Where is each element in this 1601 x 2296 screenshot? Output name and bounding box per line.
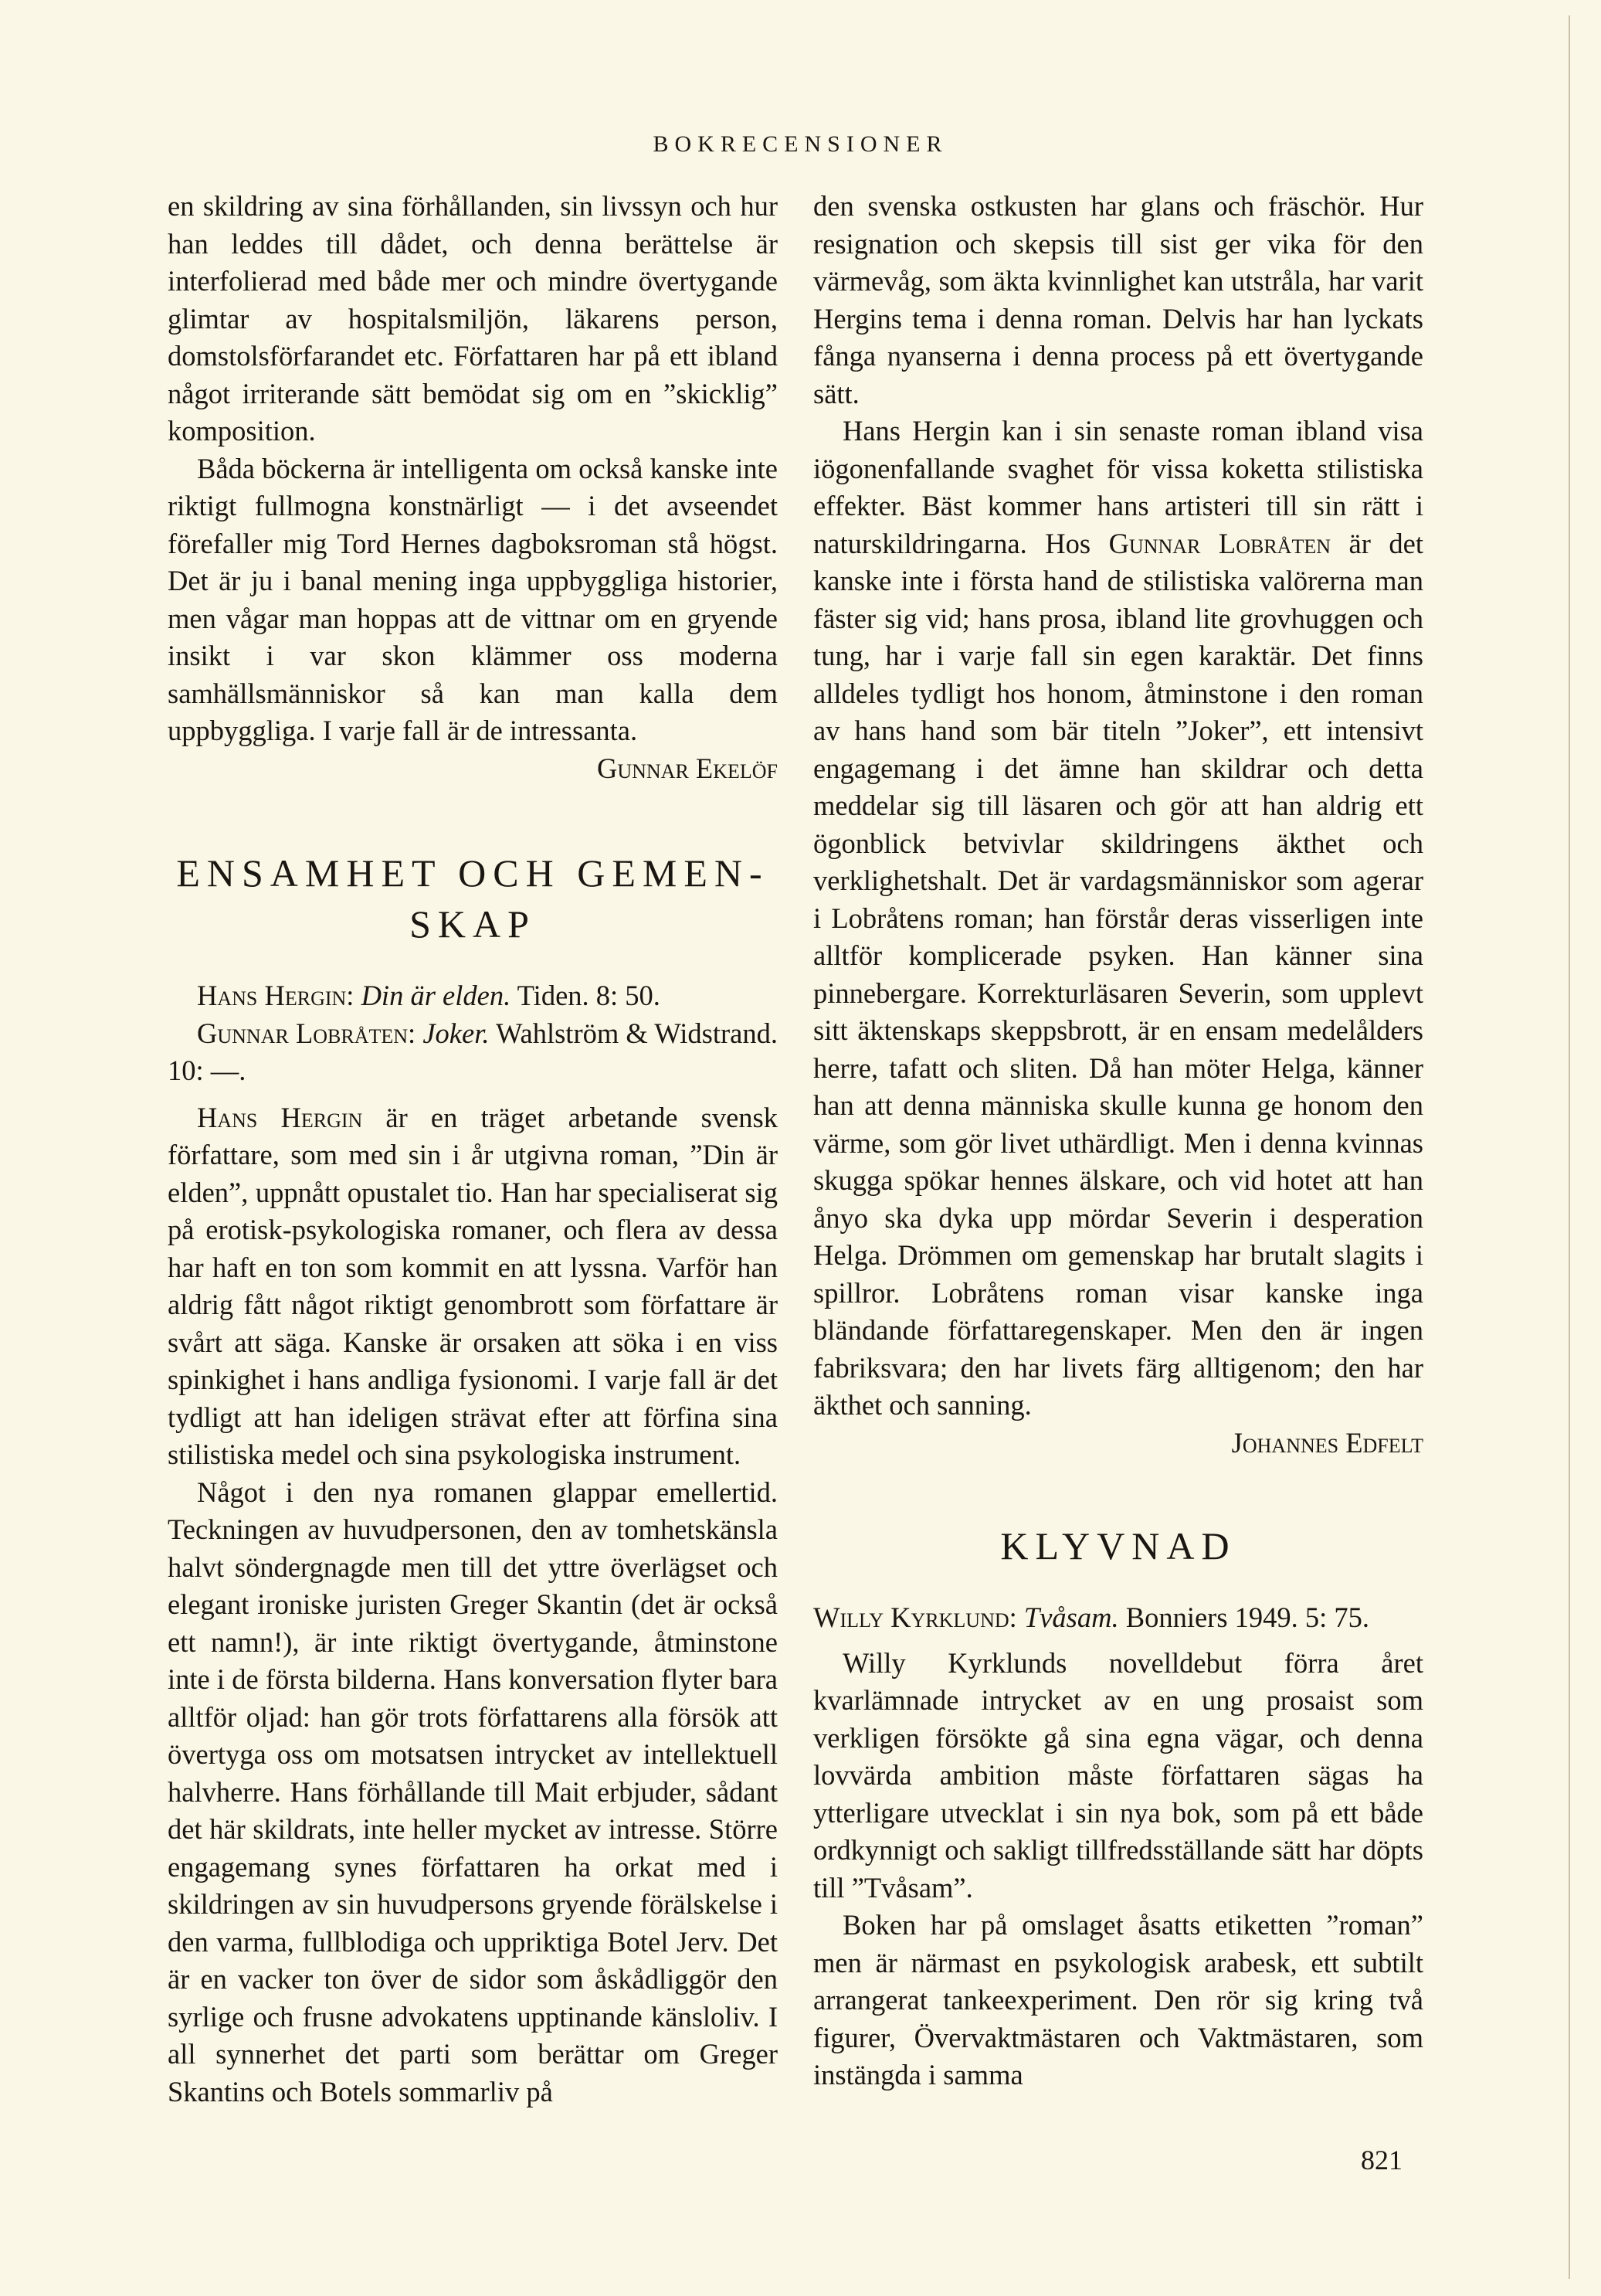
paragraph-text: Hans Hergin kan i sin senaste roman ibland visa iögonenfallande svaghet för vissa koketta stilistiska effekter. Bäst kommer hans artisteri till sin rätt i naturskildringarna. Hos [813,415,1423,559]
paragraph [813,413,1423,1425]
author-name: Hans Hergin [197,1101,363,1133]
running-head: BOKRECENSIONER [653,131,948,157]
review-signature: Johannes Edfelt [1231,1426,1423,1459]
paragraph-text: är en träget arbetande svensk författare, som med sin i år utgivna roman, ”Din är elden”, uppnått opustalet tio. Han har specialiserat sig på erotisk-psykologiska romaner, och flera av dessa har haft en ton som kommit en att lyssna. Varför han aldrig fått något riktigt genombrott som författare är svårt att säga. Kanske är orsaken att söka i en viss spinkighet i hans andliga fysionomi. I varje fall är det tydligt att han ideligen strävat efter att förfina sina stilistiska medel och sina psykologiska instrument. [168,1101,778,1470]
paragraph: Boken har på omslaget åsatts etiketten ”roman” men är närmast en psykologisk arabesk, ett subtilt arrangerat tankeexperiment. Den rör sig kring två figurer, Övervaktmästaren och Vaktmästaren, som instängda i samma [813,1909,1423,2091]
book-author: Gunnar Lobråten [197,1017,409,1049]
bibliographic-entry [813,1599,1423,1637]
book-title: Tvåsam. [1023,1601,1119,1633]
bibliographic-entry [168,1015,778,1090]
book-author: Hans Hergin [197,980,347,1011]
paragraph: Willy Kyrklunds novelldebut förra året kvarlämnade intrycket av en ung prosaist som verkligen försökte gå sina egna vägar, och denna lovvärda ambition måste författaren sägas ha ytterligare utvecklat i sin nya bok, som på ett både ordkynnigt och sakligt tillfredsställande sätt har döpts till ”Tvåsam”. [813,1646,1423,1904]
paragraph: Båda böckerna är intelligenta om också kanske inte riktigt fullmogna konstnärligt — i det avseendet förefaller mig Tord Hernes dagboksroman stå högst. Det är ju i banal mening inga uppbyggliga historier, men vågar man hoppas att de vittnar om en gryende insikt i var skon klämmer oss moderna samhällsmänniskor så kan man kalla dem uppbyggliga. I varje fall är de intressanta. [168,452,778,746]
page-number: 821 [1361,2145,1403,2175]
section-heading [168,847,778,949]
author-name: Gunnar Lobråten [1108,527,1331,559]
section-heading-line: SKAP [409,902,536,946]
paragraph [168,1099,778,1474]
section-heading-line: ENSAMHET OCH GEMEN- [176,851,769,895]
paragraph: den svenska ostkusten har glans och fräschör. Hur resignation och skepsis till sist ger vika för den värmevåg, som äkta kvinnlighet kan utstråla, har varit Hergins tema i denna roman. Delvis har han lyckats fånga nyanserna i denna process på ett övertygande sätt. [813,190,1423,409]
paragraph: en skildring av sina förhållanden, sin livssyn och hur han leddes till dådet, och denna berättelse är interfolierad med både mer och mindre övertygande glimtar av hospitalsmiljön, läkarens person, domstolsförfarandet etc. Författaren har på ett ibland något irriterande sätt bemödat sig om en ”skicklig” komposition. [168,190,778,447]
paragraph: Något i den nya romanen glappar emellertid. Teckningen av huvudpersonen, den av tomhetskänsla halvt söndergnagde men till det yttre överlägset och elegant ironiske juristen Greger Skantin (det är också ett namn!), är inte riktigt övertygande, åtminstone inte i de första bilderna. Hans konversation flyter bara alltför oljad: han gör trots författarens alla försök att övertyga oss om motsatsen intrycket av intellektuell halvherre. Hans förhållande till Mait erbjuder, sådant det här skildrats, inte heller mycket av intresse. Större engagemang synes författaren ha orkat med i skildringen av sin huvudpersons gryende förälskelse i den varma, fullblodiga och uppriktiga Botel Jerv. Det är en vacker ton över de sidor som åskådliggör den syrlige och frusne advokatens upptinande känsloliv. I all synnerhet det parti som berättar om Greger Skantins och Botels sommarliv på [168,1476,778,2107]
left-column [168,188,778,2111]
bib-separator: : [346,980,361,1011]
review-signature: Gunnar Ekelöf [596,752,778,784]
book-publisher: Bonniers 1949. 5: 75. [1118,1601,1370,1633]
book-author: Willy Kyrklund [813,1601,1009,1633]
paragraph-text: är det kanske inte i första hand de stilistiska valörerna man fäster sig vid; hans prosa, ibland lite grovhuggen och tung, har i varje fall sin egen karaktär. Det finns alldeles tydligt hos honom, åtminstone i den roman av hans hand som bär titeln ”Joker”, ett intensivt engagemang i det ämne han skildrar och detta meddelar sig till läsaren och gör att han aldrig ett ögonblick betvivlar skildringens äkthet och verklighetshalt. Det är vardagsmänniskor som agerar i Lobråtens roman; han förstår deras visserligen inte alltför komplicerade psyken. Han känner sina pinnebergare. Korrekturläsaren Severin, som upplevt sitt äktenskaps skeppsbrott, är en ensam medelålders herre, tafatt och sliten. Då han möter Helga, känner han att denna människa skulle kunna ge honom den värme, som gör livet uthärdligt. Men i denna kvinnas skugga spökar hennes älskare, och vid hotet att han ånyo ska dyka upp mördar Severin i desperation Helga. Drömmen om gemenskap har brutalt slagits i spillror. Lobråtens roman visar kanske inga bländande författaregenskaper. Men den är ingen fabriksvara; den har livets färg alltigenom; den har äkthet och sanning. [813,527,1423,1421]
bibliographic-entry [168,977,778,1015]
page-edge [1569,15,1570,2279]
book-publisher: Tiden. 8: 50. [510,980,660,1011]
book-title: Joker. [422,1017,490,1049]
bib-separator: : [1009,1601,1024,1633]
right-column [813,188,1423,2094]
bib-separator: : [408,1017,423,1049]
section-heading: KLYVNAD [1000,1524,1236,1567]
book-title: Din är elden. [361,980,511,1011]
book-publisher: Wahlström & Widstrand. 10: —. [168,1017,778,1086]
